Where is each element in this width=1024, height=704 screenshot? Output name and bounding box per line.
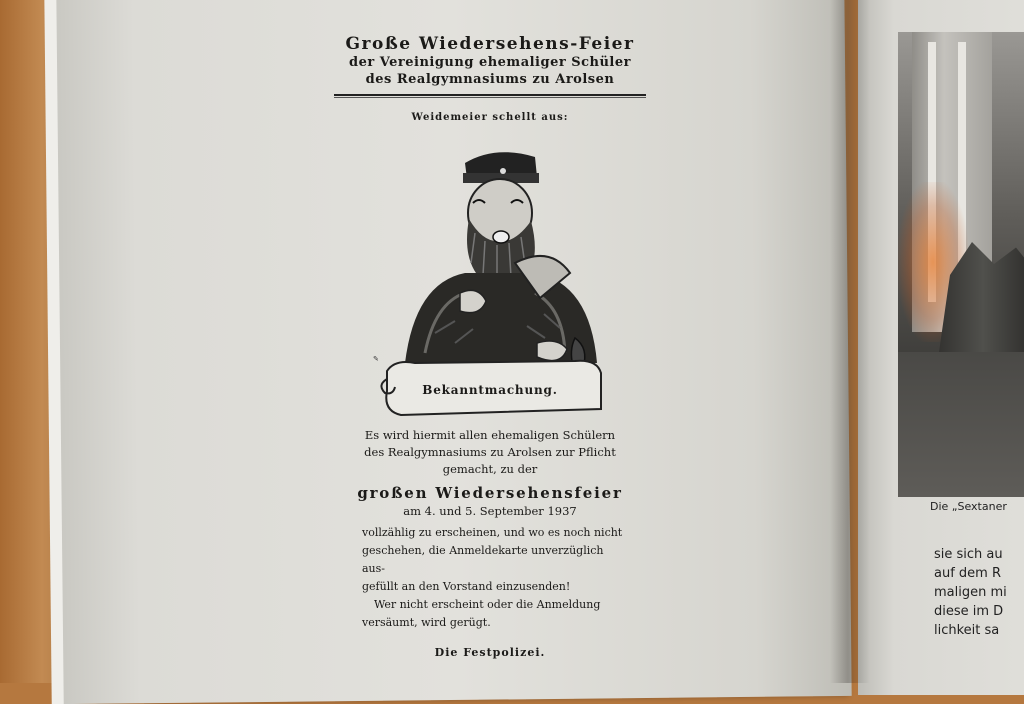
poster-subtitle-line2: des Realgymnasiums zu Arolsen [365, 72, 615, 87]
right-text-line: sie sich au [934, 547, 1003, 562]
event-title: großen Wiedersehensfeier [357, 484, 623, 502]
warning-line-1: Wer nicht erscheint oder die Anmeldung [374, 598, 601, 611]
instruction-line-3: gefüllt an den Vorstand einzusenden! [362, 580, 571, 593]
right-text-line: maligen mi [934, 585, 1007, 600]
body-line-3: gemacht, zu der [442, 462, 538, 476]
body-line-1: Es wird hiermit allen ehemaligen Schülern [364, 428, 616, 442]
event-date: am 4. und 5. September 1937 [403, 504, 577, 518]
signature: Die Festpolizei. [434, 646, 546, 659]
body-paragraph [330, 427, 650, 478]
body-line-2: des Realgymnasiums zu Arolsen zur Pflicht [364, 445, 616, 459]
book-gutter [830, 0, 870, 683]
poster-title: Große Wiedersehens-Feier [345, 34, 635, 54]
right-page-text [934, 545, 1007, 640]
right-text-line: lichkeit sa [934, 623, 1000, 638]
header-rule [334, 94, 646, 98]
announcement-poster [330, 30, 650, 659]
instruction-paragraph [330, 524, 650, 632]
town-crier-illustration [365, 133, 615, 423]
instruction-line-1: vollzählig zu erscheinen, und wo es noch nicht [362, 526, 623, 539]
poster-subtitle-line1: der Vereinigung ehemaliger Schüler [348, 55, 631, 70]
announcer-line: Weidemeier schellt aus: [411, 112, 569, 123]
artist-signature-mark: ✎ [373, 355, 379, 363]
street-surface [898, 352, 1024, 497]
town-crier-drawing [365, 133, 615, 423]
warning-line-2: versäumt, wird gerügt. [362, 616, 491, 629]
instruction-line-2: geschehen, die Anmeldekarte unverzüglich aus- [362, 544, 604, 575]
historic-street-photo [898, 32, 1024, 497]
right-text-line: diese im D [934, 604, 1004, 619]
photo-caption: Die „Sextaner [930, 500, 1007, 513]
scroll-heading: Bekanntmachung. [422, 383, 558, 397]
right-text-line: auf dem R [934, 566, 1001, 581]
